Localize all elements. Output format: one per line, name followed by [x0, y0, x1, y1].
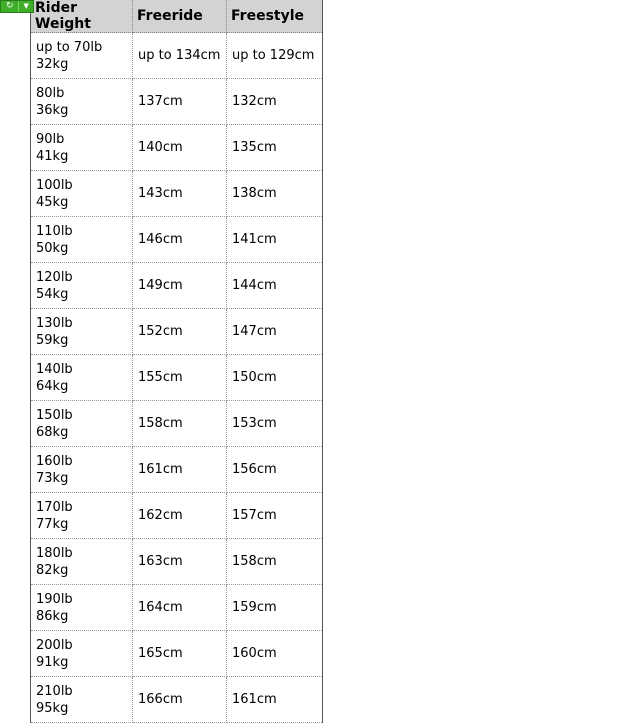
- freeride-size-cell: 143cm: [133, 171, 227, 217]
- table-row: [31, 79, 323, 125]
- weight-lb: 140lb: [36, 361, 73, 377]
- weight-kg: 45kg: [36, 194, 69, 210]
- rider-weight-cell: [31, 79, 133, 125]
- table-row: [31, 125, 323, 171]
- header-freestyle: Freestyle: [227, 0, 323, 33]
- freestyle-size-cell: 160cm: [227, 631, 323, 677]
- weight-kg: 36kg: [36, 102, 69, 118]
- weight-kg: 59kg: [36, 332, 69, 348]
- freestyle-size-cell: 147cm: [227, 309, 323, 355]
- weight-kg: 73kg: [36, 470, 69, 486]
- weight-kg: 64kg: [36, 378, 69, 394]
- header-rider-weight: Rider Weight: [31, 0, 133, 33]
- freeride-size-cell: 146cm: [133, 217, 227, 263]
- table-row: [31, 263, 323, 309]
- weight-kg: 82kg: [36, 562, 69, 578]
- rider-weight-cell: [31, 125, 133, 171]
- freeride-size-cell: 155cm: [133, 355, 227, 401]
- freestyle-size-cell: 156cm: [227, 447, 323, 493]
- header-freeride: Freeride: [133, 0, 227, 33]
- weight-lb: 110lb: [36, 223, 73, 239]
- rider-weight-cell: [31, 447, 133, 493]
- freestyle-size-cell: 158cm: [227, 539, 323, 585]
- table-row: [31, 493, 323, 539]
- rider-weight-cell: [31, 355, 133, 401]
- rider-weight-cell: [31, 585, 133, 631]
- table-row: [31, 539, 323, 585]
- table-row: [31, 401, 323, 447]
- rider-weight-cell: [31, 493, 133, 539]
- freeride-size-cell: 164cm: [133, 585, 227, 631]
- freeride-size-cell: 158cm: [133, 401, 227, 447]
- weight-lb: 120lb: [36, 269, 73, 285]
- rider-weight-cell: [31, 217, 133, 263]
- table-row: [31, 447, 323, 493]
- weight-lb: 210lb: [36, 683, 73, 699]
- freeride-size-cell: 163cm: [133, 539, 227, 585]
- freestyle-size-cell: 144cm: [227, 263, 323, 309]
- weight-kg: 32kg: [36, 56, 69, 72]
- weight-kg: 50kg: [36, 240, 69, 256]
- table-row: [31, 217, 323, 263]
- rider-weight-cell: [31, 401, 133, 447]
- board-size-table: [30, 0, 323, 723]
- weight-kg: 54kg: [36, 286, 69, 302]
- weight-kg: 91kg: [36, 654, 69, 670]
- rider-weight-cell: [31, 677, 133, 723]
- freeride-size-cell: 152cm: [133, 309, 227, 355]
- weight-kg: 68kg: [36, 424, 69, 440]
- weight-lb: 80lb: [36, 85, 65, 101]
- table-row: [31, 585, 323, 631]
- freestyle-size-cell: 150cm: [227, 355, 323, 401]
- freeride-size-cell: 149cm: [133, 263, 227, 309]
- weight-lb: 100lb: [36, 177, 73, 193]
- weight-kg: 95kg: [36, 700, 69, 716]
- weight-lb: 200lb: [36, 637, 73, 653]
- rider-weight-cell: [31, 309, 133, 355]
- freestyle-size-cell: 157cm: [227, 493, 323, 539]
- table-row: [31, 355, 323, 401]
- freestyle-size-cell: 138cm: [227, 171, 323, 217]
- table-row: [31, 309, 323, 355]
- chevron-down-icon[interactable]: ▼: [18, 1, 33, 12]
- freeride-size-cell: up to 134cm: [133, 33, 227, 79]
- weight-kg: 77kg: [36, 516, 69, 532]
- freeride-size-cell: 137cm: [133, 79, 227, 125]
- freeride-size-cell: 161cm: [133, 447, 227, 493]
- freestyle-size-cell: 132cm: [227, 79, 323, 125]
- rider-weight-cell: [31, 171, 133, 217]
- freeride-size-cell: 140cm: [133, 125, 227, 171]
- rider-weight-cell: [31, 33, 133, 79]
- weight-lb: 180lb: [36, 545, 73, 561]
- freestyle-size-cell: 161cm: [227, 677, 323, 723]
- freestyle-size-cell: up to 129cm: [227, 33, 323, 79]
- freeride-size-cell: 165cm: [133, 631, 227, 677]
- freestyle-size-cell: 159cm: [227, 585, 323, 631]
- weight-lb: 190lb: [36, 591, 73, 607]
- freestyle-size-cell: 135cm: [227, 125, 323, 171]
- page-tools-widget[interactable]: [0, 0, 34, 13]
- table-row: [31, 33, 323, 79]
- freestyle-size-cell: 141cm: [227, 217, 323, 263]
- table-header-row: [31, 0, 323, 33]
- table-row: [31, 171, 323, 217]
- weight-lb: 170lb: [36, 499, 73, 515]
- table-row: [31, 677, 323, 723]
- weight-kg: 41kg: [36, 148, 69, 164]
- rider-weight-cell: [31, 263, 133, 309]
- weight-kg: 86kg: [36, 608, 69, 624]
- freeride-size-cell: 162cm: [133, 493, 227, 539]
- weight-lb: 130lb: [36, 315, 73, 331]
- weight-lb: 90lb: [36, 131, 65, 147]
- rider-weight-cell: [31, 539, 133, 585]
- weight-lb: up to 70lb: [36, 39, 103, 55]
- freestyle-size-cell: 153cm: [227, 401, 323, 447]
- weight-lb: 150lb: [36, 407, 73, 423]
- rider-weight-cell: [31, 631, 133, 677]
- weight-lb: 160lb: [36, 453, 73, 469]
- freeride-size-cell: 166cm: [133, 677, 227, 723]
- refresh-icon[interactable]: ↻: [5, 1, 14, 11]
- table-row: [31, 631, 323, 677]
